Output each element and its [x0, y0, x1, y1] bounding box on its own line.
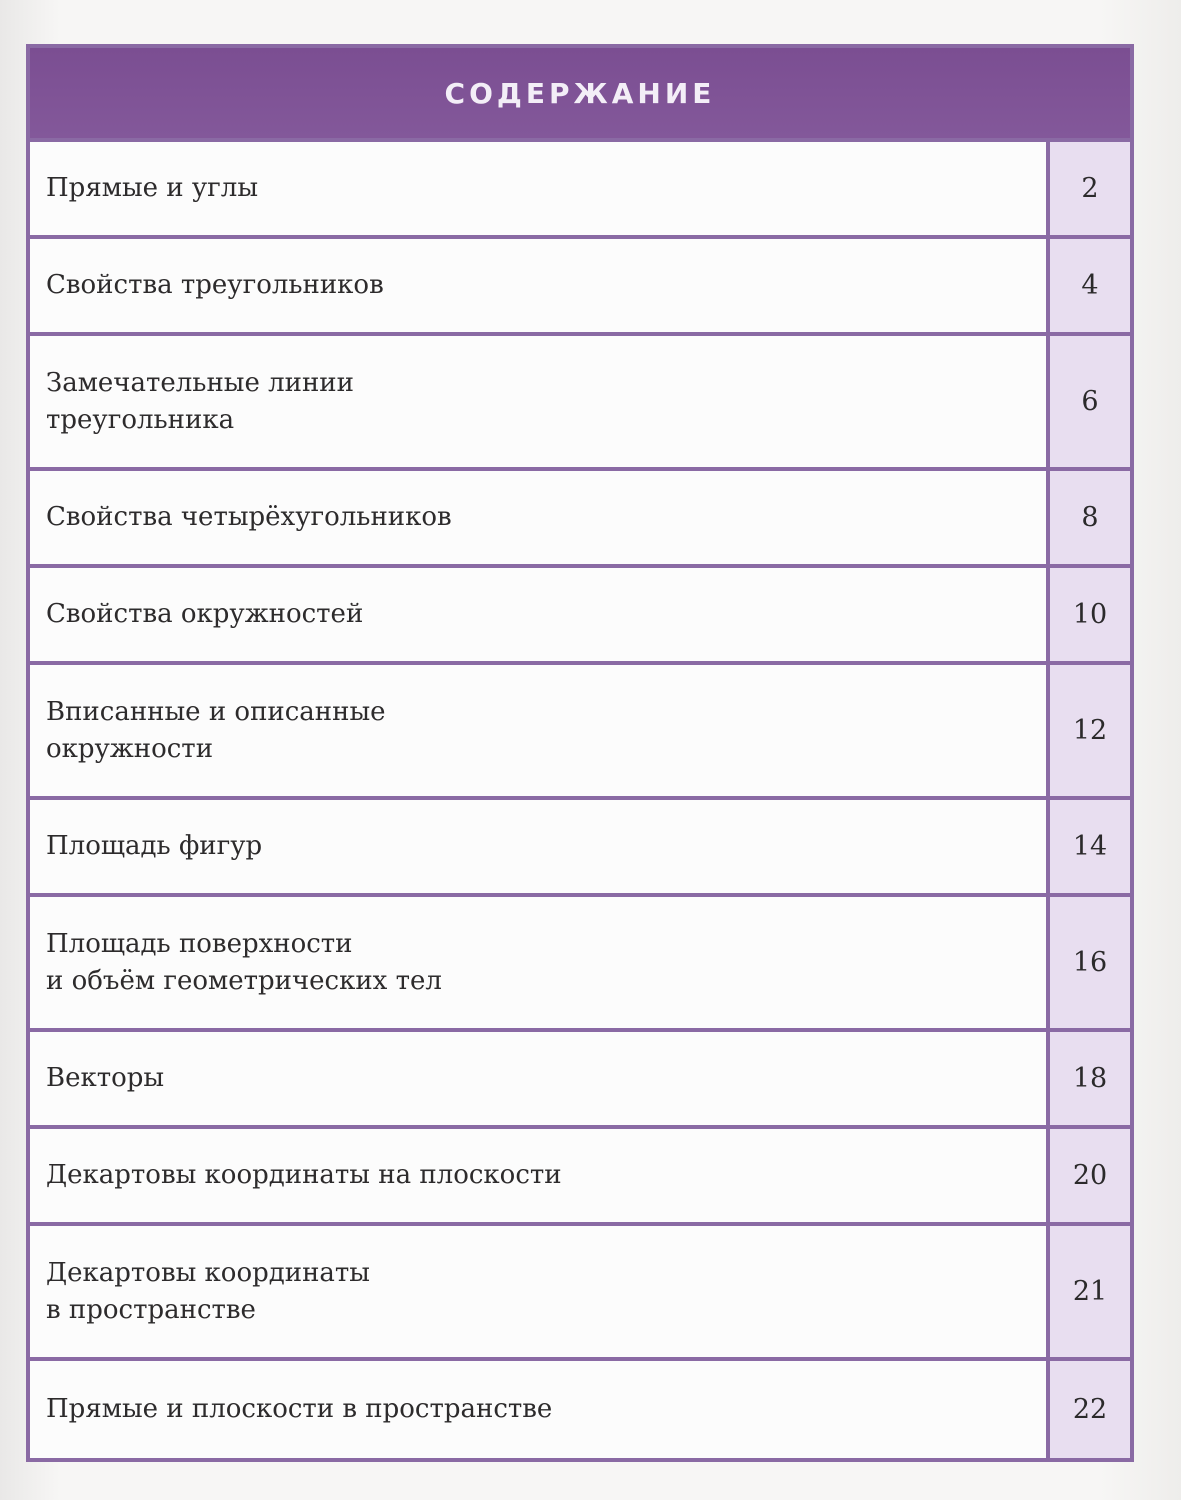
toc-row[interactable] [30, 336, 1130, 471]
toc-page-number: 2 [1050, 142, 1130, 235]
toc-row[interactable] [30, 1361, 1130, 1458]
toc-row[interactable] [30, 142, 1130, 239]
toc-page-number: 16 [1050, 897, 1130, 1028]
toc-entry-label: Прямые и углы [30, 142, 1050, 235]
toc-entry-label: Декартовы координаты в пространстве [30, 1226, 1050, 1357]
toc-entry-label: Декартовы координаты на плоскости [30, 1129, 1050, 1222]
toc-page-number: 8 [1050, 471, 1130, 564]
toc-entry-label: Замечательные линии треугольника [30, 336, 1050, 467]
toc-page-number: 6 [1050, 336, 1130, 467]
toc-entry-label: Площадь фигур [30, 800, 1050, 893]
toc-page-number: 20 [1050, 1129, 1130, 1222]
toc-entry-label: Свойства четырёхугольников [30, 471, 1050, 564]
toc-row[interactable] [30, 1129, 1130, 1226]
toc-row[interactable] [30, 471, 1130, 568]
toc-row[interactable] [30, 239, 1130, 336]
toc-entry-label: Векторы [30, 1032, 1050, 1125]
toc-row[interactable] [30, 665, 1130, 800]
toc-page-number: 21 [1050, 1226, 1130, 1357]
toc-entry-label: Прямые и плоскости в пространстве [30, 1361, 1050, 1458]
toc-header [30, 48, 1130, 142]
table-of-contents [26, 44, 1134, 1462]
toc-entry-label: Вписанные и описанные окружности [30, 665, 1050, 796]
toc-row[interactable] [30, 1226, 1130, 1361]
toc-page-number: 18 [1050, 1032, 1130, 1125]
toc-page-number: 12 [1050, 665, 1130, 796]
toc-page-number: 10 [1050, 568, 1130, 661]
toc-entry-label: Площадь поверхности и объём геометрических тел [30, 897, 1050, 1028]
toc-page-number: 22 [1050, 1361, 1130, 1458]
toc-row[interactable] [30, 897, 1130, 1032]
toc-page-number: 4 [1050, 239, 1130, 332]
toc-page-number: 14 [1050, 800, 1130, 893]
toc-entry-label: Свойства окружностей [30, 568, 1050, 661]
toc-row[interactable] [30, 568, 1130, 665]
toc-title: СОДЕРЖАНИЕ [444, 76, 716, 110]
toc-row[interactable] [30, 800, 1130, 897]
toc-row[interactable] [30, 1032, 1130, 1129]
toc-entry-label: Свойства треугольников [30, 239, 1050, 332]
